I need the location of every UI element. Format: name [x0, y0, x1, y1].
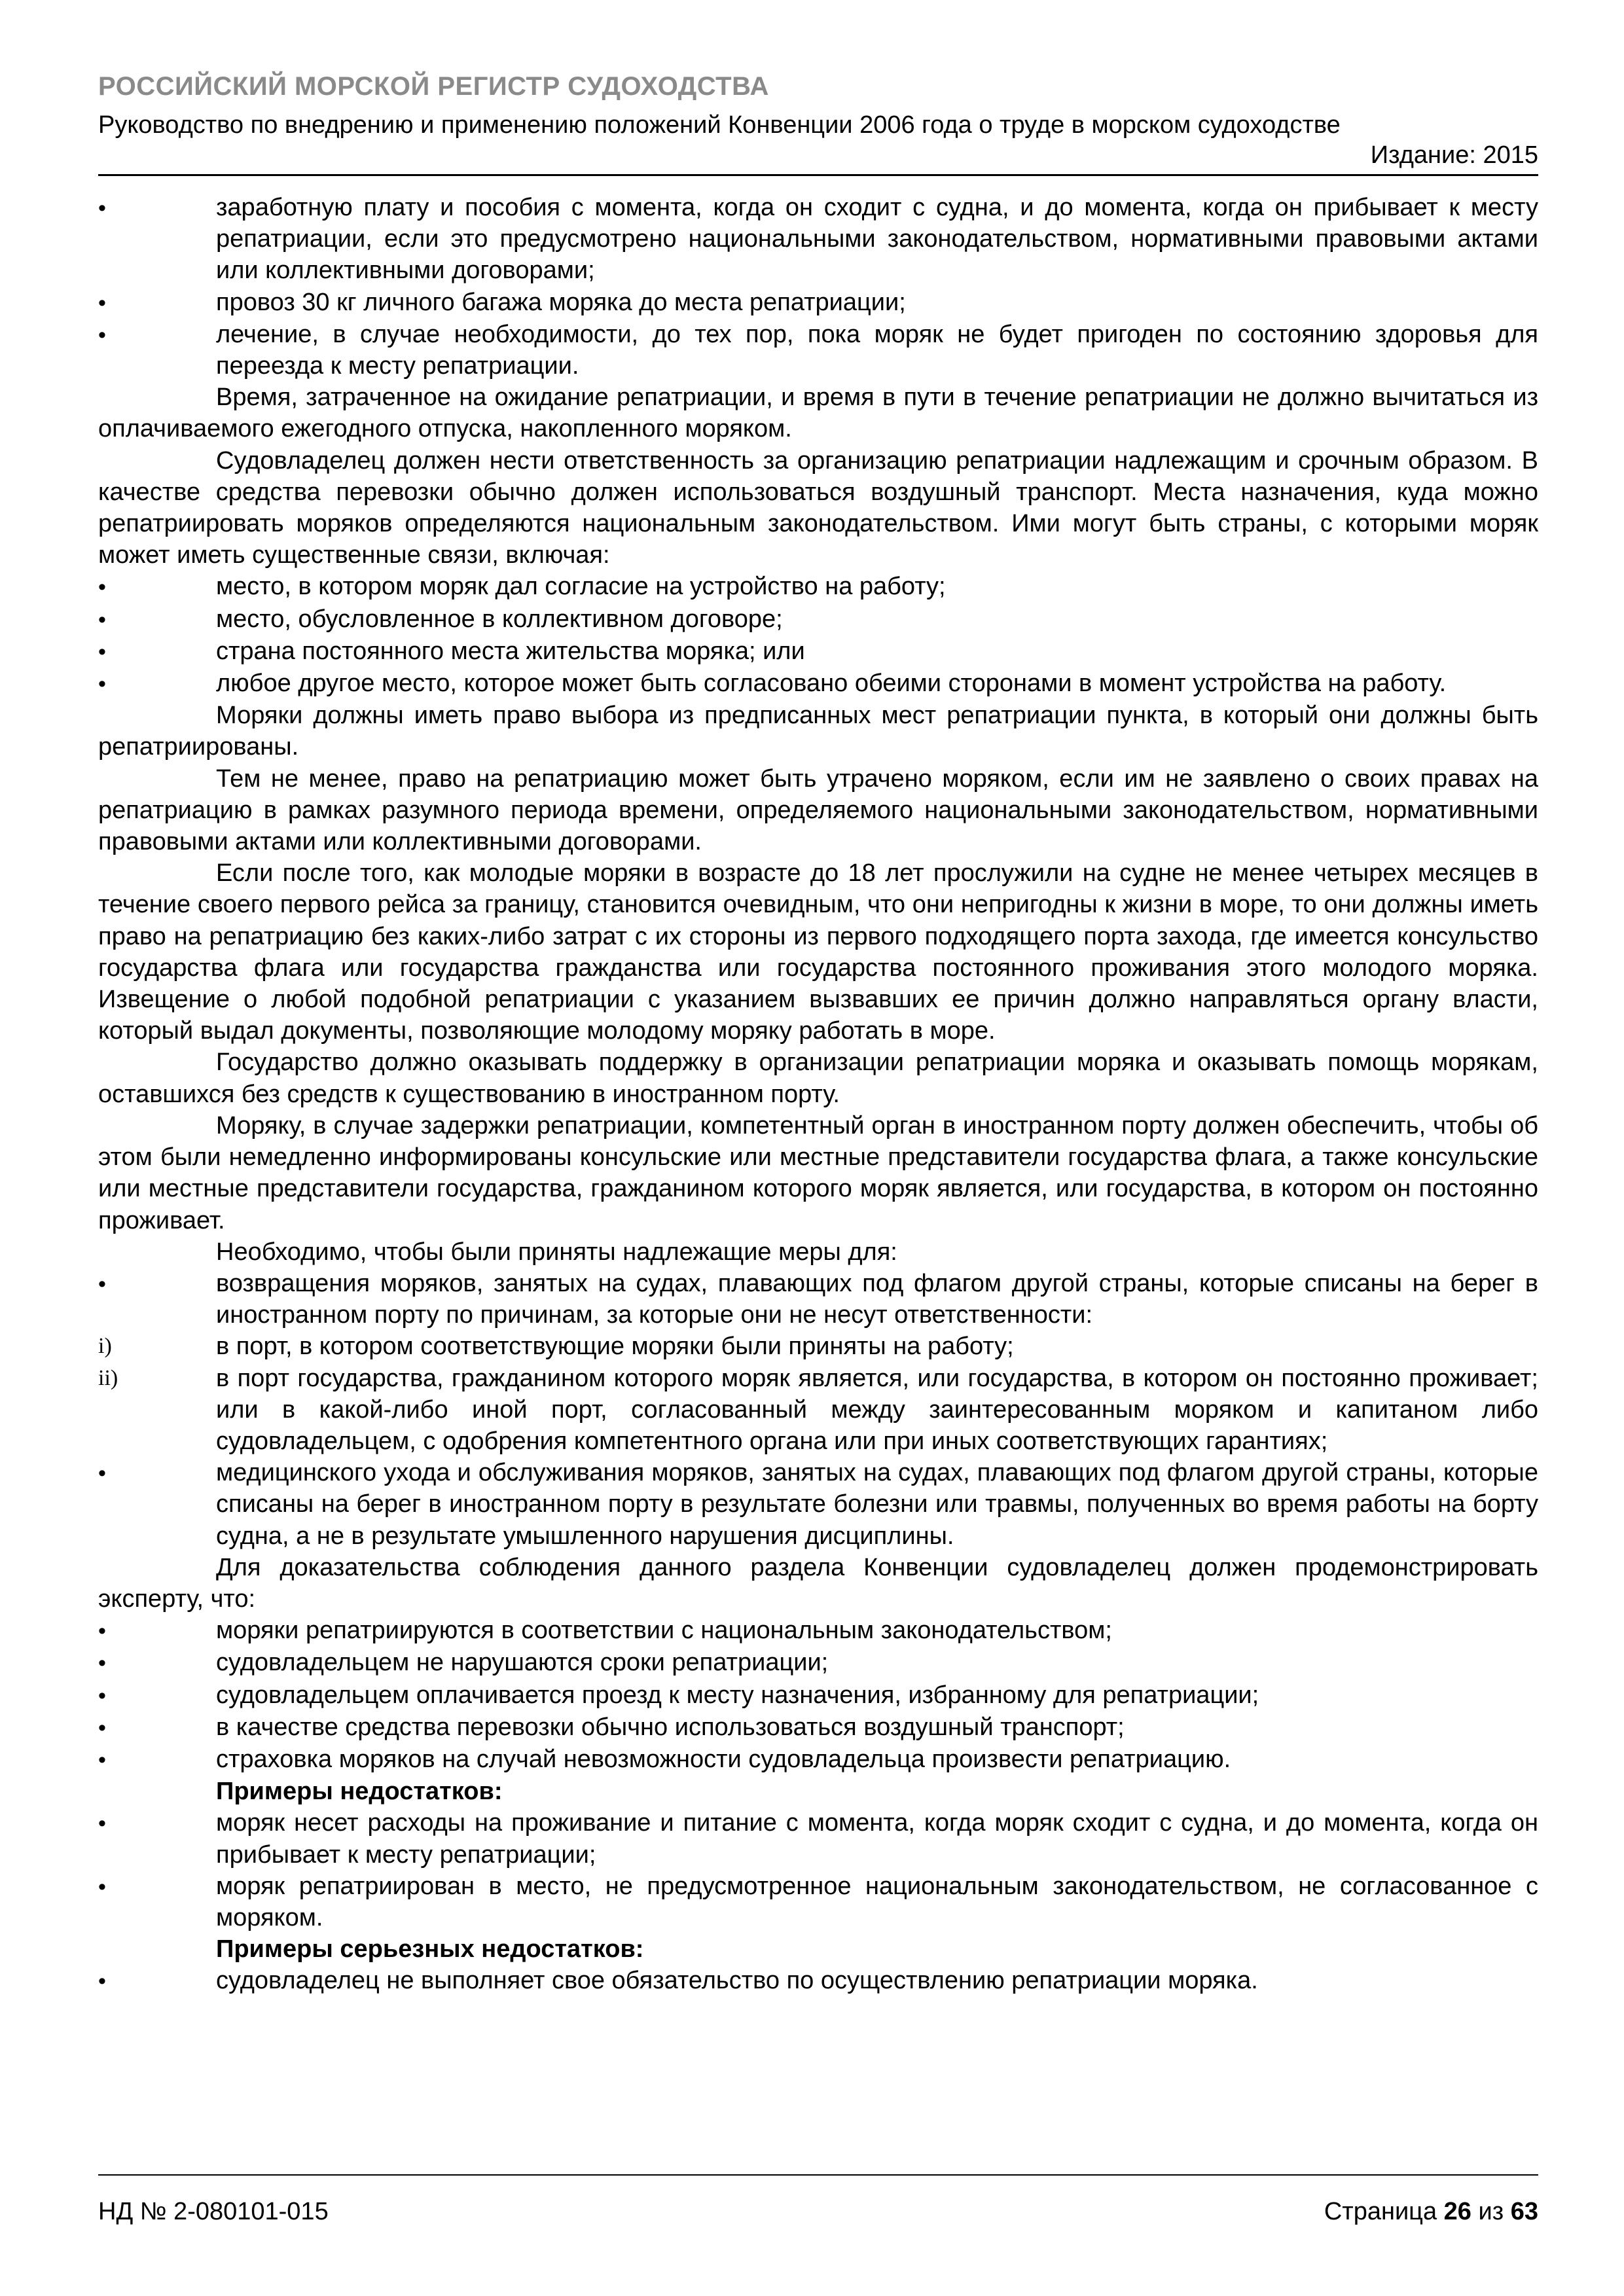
- paragraph: Тем не менее, право на репатриацию может быть утрачено моряком, если им не заявлено о своих правах на репатриацию в рамках разумного периода времени, определяемого национальными законодательством, нормативными правовыми актами или коллективными договорами.: [98, 764, 1538, 856]
- header-edition: Издание: 2015: [1370, 141, 1538, 169]
- list-item-text: судовладельцем оплачивается проезд к месту назначения, избранному для репатриации;: [216, 1681, 1259, 1709]
- bullet-item: [98, 1965, 1538, 1997]
- list-item-text: в порт государства, гражданином которого моряк является, или государства, в котором он постоянно проживает; или в какой-либо иной порт, согласованный между заинтересованным моряком и капитаном либо судовладельцем, с одобрения компетентного органа или при иных соответствующих гарантиях;: [216, 1364, 1538, 1455]
- bullet-item: [98, 1457, 1538, 1552]
- bullet-item: [98, 1647, 1538, 1679]
- list-item-text: медицинского ухода и обслуживания моряков, занятых на судах, плавающих под флагом другой страны, которые списаны на берег в иностранном порту в результате болезни или травмы, полученных во время работы на борту судна, а не в результате умышленного нарушения дисциплины.: [216, 1459, 1538, 1550]
- footer-document-number: НД № 2-080101-015: [98, 2198, 329, 2225]
- bullet-icon: •: [98, 1715, 106, 1740]
- roman-list-item: [98, 1363, 1538, 1458]
- bullet-icon: •: [98, 196, 106, 221]
- footer-divider: [98, 2174, 1538, 2176]
- list-item-text: страна постоянного места жительства моряка; или: [216, 637, 805, 665]
- list-item-text: моряки репатриируются в соответствии с национальным законодательством;: [216, 1617, 1112, 1645]
- bullet-item: [98, 1615, 1538, 1647]
- page-of: из: [1478, 2198, 1504, 2225]
- footer-page-number: [1324, 2198, 1538, 2226]
- header-document-title: Руководство по внедрению и применению положений Конвенции 2006 года о труде в морском судоходстве: [98, 111, 1341, 139]
- paragraph: Необходимо, чтобы были приняты надлежащие меры для:: [216, 1238, 897, 1266]
- bullet-item: [98, 192, 1538, 287]
- bullet-item: [98, 319, 1538, 382]
- list-item-text: в качестве средства перевозки обычно использоваться воздушный транспорт;: [216, 1713, 1125, 1741]
- paragraph: Если после того, как молодые моряки в возрасте до 18 лет прослужили на судне не менее четырех месяцев в течение своего первого рейса за границу, становится очевидным, что они непригодны к жизни в море, то они должны иметь право на репатриацию без каких-либо затрат с их стороны из первого подходящего порта захода, где имеется консульство государства флага или государства гражданства или государства постоянного проживания этого молодого моряка. Извещение о любой подобной репатриации с указанием вызвавших ее причин должно направляться органу власти, который выдал документы, позволяющие молодому моряку работать в море.: [98, 859, 1538, 1045]
- bullet-icon: •: [98, 1619, 106, 1644]
- bullet-item: [98, 603, 1538, 636]
- paragraph: Моряки должны иметь право выбора из предписанных мест репатриации пункта, в который они должны быть репатриированы.: [98, 702, 1538, 761]
- bullet-icon: •: [98, 575, 106, 600]
- header-organization: РОССИЙСКИЙ МОРСКОЙ РЕГИСТР СУДОХОДСТВА: [98, 72, 769, 101]
- list-item-text: моряк несет расходы на проживание и питание с момента, когда моряк сходит с судна, и до момента, когда он прибывает к месту репатриации;: [216, 1809, 1538, 1869]
- bullet-icon: •: [98, 290, 106, 315]
- list-item-text: в порт, в котором соответствующие моряки были приняты на работу;: [216, 1333, 1014, 1361]
- bullet-item: [98, 1712, 1538, 1744]
- bullet-icon: •: [98, 607, 106, 632]
- bullet-icon: •: [98, 1811, 106, 1837]
- paragraph: Время, затраченное на ожидание репатриации, и время в пути в течение репатриации не должно вычитаться из оплачиваемого ежегодного отпуска, накопленного моряком.: [98, 384, 1538, 443]
- paragraph: Моряку, в случае задержки репатриации, компетентный орган в иностранном порту должен обеспечить, чтобы об этом были немедленно информированы консульские или местные представители государства флага, а также консульские или местные представители государства, гражданином которого моряк является, или государства, в котором он постоянно проживает.: [98, 1111, 1538, 1234]
- list-item-text: моряк репатриирован в место, не предусмотренное национальным законодательством, не согласованное с моряком.: [216, 1872, 1538, 1931]
- bullet-icon: •: [98, 1683, 106, 1708]
- page-label: Страница: [1324, 2198, 1437, 2225]
- section-heading: Примеры серьезных недостатков:: [216, 1935, 644, 1964]
- list-item-text: страховка моряков на случай невозможности судовладельца произвести репатриацию.: [216, 1745, 1231, 1773]
- bullet-item: [98, 1679, 1538, 1712]
- bullet-icon: •: [98, 1969, 106, 1994]
- bullet-item: [98, 1871, 1538, 1933]
- bullet-icon: •: [98, 1461, 106, 1486]
- roman-list-item: [98, 1331, 1538, 1362]
- section-heading: Примеры недостатков:: [216, 1778, 503, 1806]
- bullet-item: [98, 668, 1538, 700]
- document-body: [98, 192, 1538, 1998]
- bullet-item: [98, 1744, 1538, 1776]
- paragraph: Судовладелец должен нести ответственность за организацию репатриации надлежащим и срочным образом. В качестве средства перевозки обычно должен использоваться воздушный транспорт. Места назначения, куда можно репатриировать моряков определяются национальным законодательством. Ими могут быть страны, с которыми моряк может иметь существенные связи, включая:: [98, 446, 1538, 569]
- bullet-item: [98, 287, 1538, 319]
- bullet-item: [98, 1268, 1538, 1331]
- bullet-icon: •: [98, 1651, 106, 1676]
- list-item-text: заработную плату и пособия с момента, когда он сходит с судна, и до момента, когда он прибывает к месту репатриации, если это предусмотрено национальными законодательством, нормативными правовыми актами или коллективными договорами;: [216, 194, 1538, 285]
- bullet-icon: •: [98, 1271, 106, 1297]
- page-total: 63: [1510, 2198, 1538, 2225]
- list-item-text: судовладелец не выполняет свое обязательство по осуществлению репатриации моряка.: [216, 1967, 1258, 1995]
- paragraph: Для доказательства соблюдения данного раздела Конвенции судовладелец должен продемонстрировать эксперту, что:: [98, 1553, 1538, 1613]
- list-item-text: лечение, в случае необходимости, до тех пор, пока моряк не будет пригоден по состоянию здоровья для переезда к месту репатриации.: [216, 320, 1538, 380]
- bullet-icon: •: [98, 322, 106, 348]
- bullet-item: [98, 636, 1538, 668]
- bullet-icon: •: [98, 672, 106, 697]
- bullet-icon: •: [98, 1747, 106, 1772]
- list-marker: i): [98, 1334, 112, 1359]
- paragraph: Государство должно оказывать поддержку в организации репатриации моряка и оказывать помощь морякам, оставшихся без средств к существованию в иностранном порту.: [98, 1049, 1538, 1108]
- list-item-text: возвращения моряков, занятых на судах, плавающих под флагом другой страны, которые списаны на берег в иностранном порту по причинам, за которые они не несут ответственности:: [216, 1269, 1538, 1329]
- page-current: 26: [1443, 2198, 1471, 2225]
- bullet-item: [98, 571, 1538, 603]
- list-item-text: любое другое место, которое может быть согласовано обеими сторонами в момент устройства на работу.: [216, 670, 1447, 698]
- list-item-text: судовладельцем не нарушаются сроки репатриации;: [216, 1649, 829, 1677]
- bullet-icon: •: [98, 639, 106, 664]
- header-divider: [98, 174, 1538, 176]
- list-item-text: место, обусловленное в коллективном договоре;: [216, 605, 783, 633]
- bullet-item: [98, 1807, 1538, 1870]
- bullet-icon: •: [98, 1874, 106, 1899]
- list-item-text: провоз 30 кг личного багажа моряка до места репатриации;: [216, 288, 906, 316]
- list-item-text: место, в котором моряк дал согласие на устройство на работу;: [216, 573, 946, 601]
- list-marker: ii): [98, 1365, 118, 1390]
